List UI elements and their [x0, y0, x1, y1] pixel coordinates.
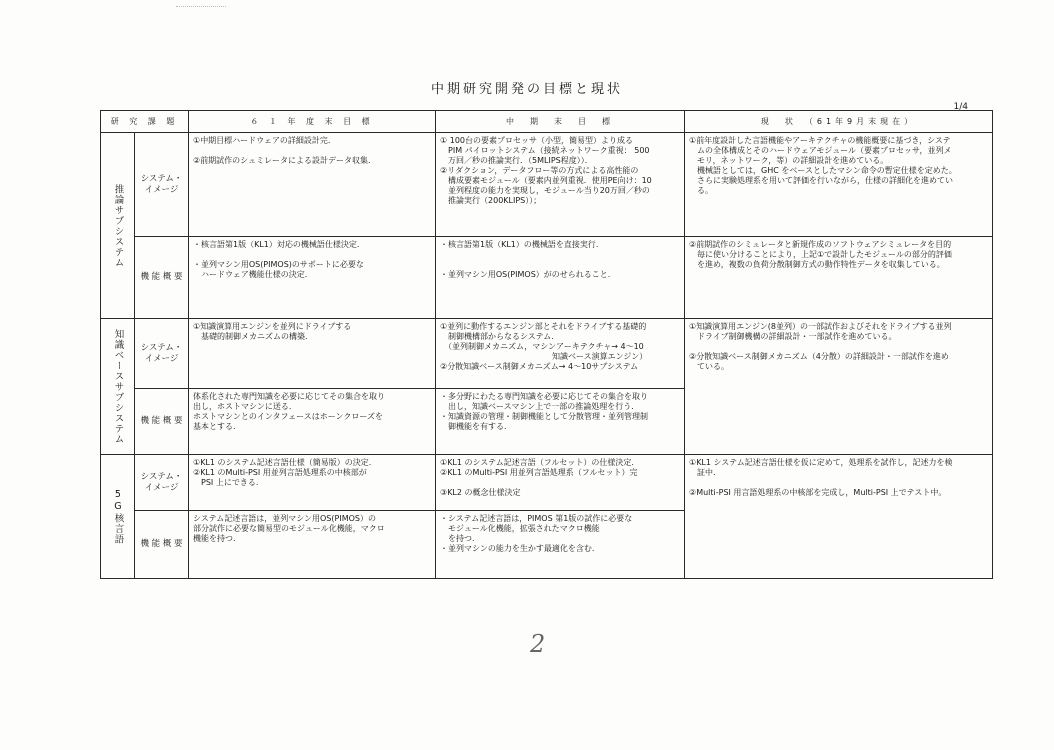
cell-goal61-text: ①知識演算用エンジンを並列にドライブする 基礎的制御メカニズムの構築. [193, 322, 352, 341]
cell-goal61 [189, 133, 436, 237]
system-name-label: 推論サブシステム [112, 183, 124, 268]
cell-midterm [436, 319, 685, 389]
table-row [101, 237, 993, 319]
row-label [135, 511, 189, 579]
cell-goal61-text: システム記述言語は，並列マシン用OS(PIMOS）の 部分試作に必要な簡易型のモジュール化機能，マクロ 機能を持つ. [193, 514, 385, 543]
cell-midterm-text: ①KL1 のシステム記述言語（フルセット）の仕様決定. ②KL1 のMulti-PSI 用並列言語処理系（フルセット）完 ③KL2 の概念仕様決定 [440, 458, 638, 497]
cell-status-text: ①前年度設計した言語機能やアーキテクチャの機能概要に基づき，システ ムの全体構成とそのハードウェアモジュール（要素プロセッサ，並列メ モリ，ネットワーク，等）の詳細設計を進めている。 機械語としては，GHC をベースとしたマシン命令の暫定仕様を定めた。 さらに実験処理系を用いて評価を行いながら，仕様の詳細化を進めてい る。 [689, 136, 957, 195]
header-goal61: ６ １ 年 度 末 目 標 [189, 111, 436, 133]
cell-midterm-text: ①並列に動作するエンジン部とそれをドライブする基礎的 制御機構部からなるシステム. （並列制御メカニズム，マシンアーキテクチャ→ 4～10 知識ベース演算エンジン） ②分散知識ベース制御メカニズム→ 4～10サブシステム [440, 322, 648, 371]
cell-status [685, 237, 993, 319]
header-status: 現 状 （61年9月末現在） [685, 111, 993, 133]
table-row [101, 133, 993, 237]
scan-mark [176, 6, 226, 7]
row-label-text: システム・ イメージ [140, 471, 183, 493]
system-name-label: 知識ベースサブシステム [112, 328, 124, 445]
system-name-knowledge [101, 319, 135, 455]
cell-goal61-text: ①中期目標ハードウェアの詳細設計完. ②前期試作のシュミレータによる設計データ収集. [193, 136, 371, 165]
row-label-text: 機 能 概 要 [140, 416, 183, 427]
cell-goal61-text: ・核言語第1版（KL1）対応の機械語仕様決定. ・並列マシン用OS(PIMOS)のサポートに必要な ハードウェア機能仕様の決定. [193, 240, 364, 279]
cell-status [685, 133, 993, 237]
cell-goal61-text: 体系化された専門知識を必要に応じてその集合を取り 出し，ホストマシンに送る. ホストマシンとのインタフェースはホーンクローズを 基本とする. [193, 392, 386, 431]
cell-goal61-text: ①KL1 のシステム記述言語仕様（簡易版）の決定. ②KL1 のMulti-PSI 用並列言語処理系の中核部が PSI 上にできる. [193, 458, 372, 487]
system-name-label: 5G核言語 [112, 488, 124, 545]
row-label [135, 389, 189, 455]
row-label-text: システム・ イメージ [140, 342, 183, 364]
cell-goal61 [189, 511, 436, 579]
cell-status-text: ①知識演算用エンジン(8並列）の一部試作およびそれをドライブする並列 ドライブ制御機構の詳細設計・一部試作を進めている。 ②分散知識ベース制御メカニズム（4分散）の詳細設計・一部試作を進め ている。 [689, 322, 952, 371]
cell-goal61 [189, 455, 436, 511]
handwritten-page-note: 2 [530, 630, 546, 658]
cell-midterm-text: ・多分野にわたる専門知識を必要に応じてその集合を取り 出し，知識ベースマシン上で一部の推論処理を行う. ・知識資源の管理・制御機能として分散管理・並列管理制 御機能を有する. [440, 392, 649, 431]
system-name-inference [101, 133, 135, 319]
row-label [135, 237, 189, 319]
row-label [135, 133, 189, 237]
cell-midterm [436, 237, 685, 319]
cell-goal61 [189, 237, 436, 319]
row-label-text: システム・ イメージ [140, 173, 183, 195]
cell-goal61 [189, 389, 436, 455]
cell-midterm-text: ① 100台の要素プロセッサ（小型，簡易型）より成る PIM パイロットシステム（接続ネットワーク重視： 500 万回／秒の推論実行．（5MLIPS程度））． ②リダクション，データフロー等の方式による高性能の 構成要素モジュール（要素内並列重視．使用PE向け：10 並列程度の能力を実現し，モジュール当り20万回／秒の 推論実行（200KLIPS））； [440, 136, 652, 205]
goals-table [100, 110, 993, 579]
table-row [101, 455, 993, 511]
cell-midterm [436, 511, 685, 579]
table-row [101, 319, 993, 389]
system-name-kernel-language [101, 455, 135, 579]
cell-midterm [436, 389, 685, 455]
page-number: 1/4 [953, 102, 968, 112]
cell-midterm [436, 133, 685, 237]
table-header-row [101, 111, 993, 133]
cell-goal61 [189, 319, 436, 389]
page-title: 中期研究開発の目標と現状 [430, 82, 623, 97]
cell-status [685, 319, 993, 455]
header-midterm: 中 期 末 目 標 [436, 111, 685, 133]
row-label-text: 機 能 概 要 [140, 272, 183, 283]
row-label-text: 機 能 概 要 [140, 539, 183, 550]
cell-status-text: ②前期試作のシミュレータと新規作成のソフトウェアシミュレータを目的 毎に使い分けることにより，上記①で設計したモジュールの部分的評価 を進め，複数の負荷分散制御方式の動作特性データを収集している。 [689, 240, 952, 269]
row-label [135, 455, 189, 511]
cell-midterm [436, 455, 685, 511]
cell-status-text: ①KL1 システム記述言語仕様を仮に定めて，処理系を試作し，記述力を検 証中. ②Multi-PSI 用言語処理系の中核部を完成し，Multi-PSI 上でテスト中。 [689, 458, 953, 497]
header-topic: 研 究 課 題 [101, 111, 189, 133]
cell-status [685, 455, 993, 579]
row-label [135, 319, 189, 389]
cell-midterm-text: ・システム記述言語は，PIMOS 第1版の試作に必要な モジュール化機能，拡張されたマクロ機能 を持つ. ・並列マシンの能力を生かす最適化を含む. [440, 514, 633, 553]
cell-midterm-text: ・核言語第1版（KL1）の機械語を直接実行. ・並列マシン用OS(PIMOS）がのせられること. [440, 240, 611, 279]
